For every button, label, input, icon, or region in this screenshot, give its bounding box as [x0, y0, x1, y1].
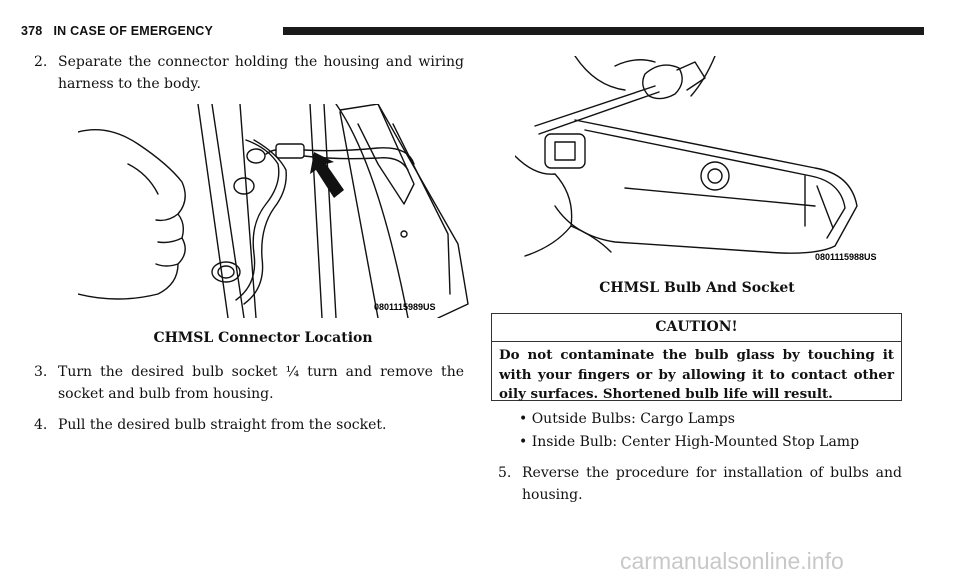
figure-code: 0801115989US: [374, 302, 436, 312]
step-number: 3.: [34, 364, 48, 380]
step-text: Pull the desired bulb straight from the socket.: [58, 417, 387, 433]
figure-caption-connector: CHMSL Connector Location: [153, 330, 373, 346]
list-item: • Inside Bulb: Center High-Mounted Stop Lamp: [519, 434, 860, 450]
caution-box: [491, 313, 902, 401]
step-number: 2.: [34, 54, 48, 70]
figure-code: 0801115988US: [815, 252, 877, 262]
step-5: [498, 462, 902, 506]
page-header: [21, 24, 937, 38]
page-number: 378: [21, 24, 43, 38]
step-text: Reverse the procedure for installation of bulbs and housing.: [522, 465, 902, 503]
watermark: carmanualsonline.info: [620, 548, 844, 574]
step-3: [34, 361, 464, 405]
caution-text: Do not contaminate the bulb glass by touching it with your fingers or by allowing it to contact other oily surfaces. Shortened bulb life will result.: [499, 347, 894, 402]
list-item: • Outside Bulbs: Cargo Lamps: [519, 411, 735, 427]
step-text: Turn the desired bulb socket ¼ turn and remove the socket and bulb from housing.: [58, 364, 464, 402]
step-number: 4.: [34, 417, 48, 433]
header-rule: [283, 27, 924, 35]
step-2: [34, 51, 464, 95]
step-text: Separate the connector holding the housing and wiring harness to the body.: [58, 54, 464, 92]
chmsl-bulb-socket-illustration: [515, 56, 905, 266]
chmsl-connector-illustration: [78, 104, 480, 318]
step-number: 5.: [498, 465, 512, 481]
caution-title: CAUTION!: [492, 314, 901, 342]
section-title: IN CASE OF EMERGENCY: [53, 24, 214, 38]
step-4: [34, 414, 464, 436]
figure-caption-bulb: CHMSL Bulb And Socket: [599, 280, 795, 296]
header-text: [21, 24, 213, 38]
